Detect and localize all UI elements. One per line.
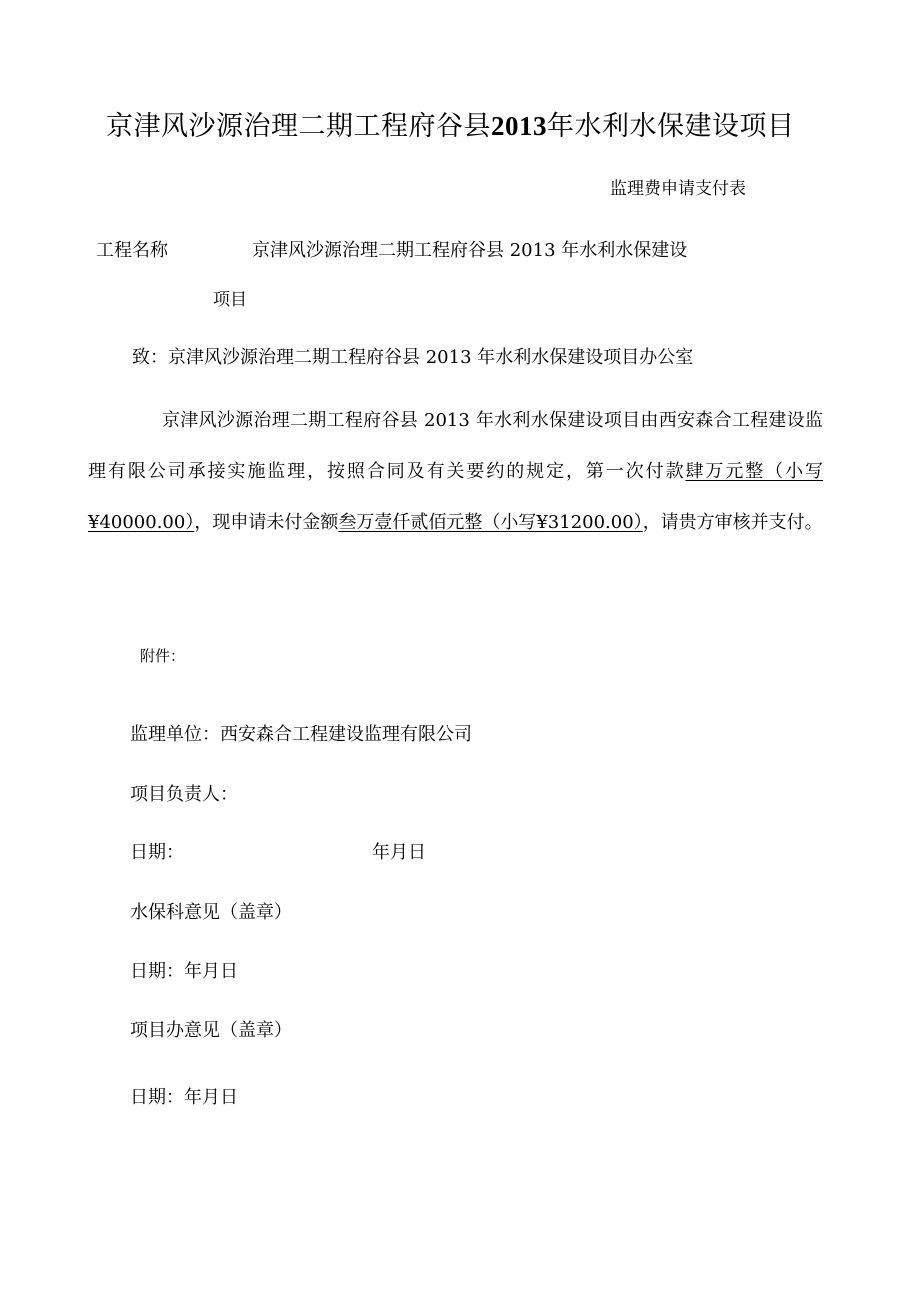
first-payment-amount: 肆万元整（小写¥40000.00） (88, 461, 823, 533)
project-name-value: 京津风沙源治理二期工程府谷县 2013 年水利水保建设 (252, 240, 688, 261)
date1-label: 日期： (130, 842, 184, 863)
document-title: 京津风沙源治理二期工程府谷县2013年水利水保建设项目 (106, 111, 795, 142)
requested-amount: 叁万壹仟贰佰元整（小写¥31200.00） (338, 512, 643, 533)
addressee-line: 致：京津风沙源治理二期工程府谷县 2013 年水利水保建设项目办公室 (132, 347, 694, 368)
project-leader-label: 项目负责人： (130, 784, 238, 805)
date1-value: 年月日 (372, 842, 426, 863)
project-name-label: 工程名称 (96, 240, 168, 261)
project-office-opinion: 项目办意见（盖章） (130, 1020, 292, 1041)
title-year: 2013 (491, 111, 547, 141)
date2: 日期：年月日 (130, 961, 238, 982)
supervisor-unit: 监理单位：西安森合工程建设监理有限公司 (130, 724, 472, 745)
request-paragraph: 京津风沙源治理二期工程府谷县 2013 年水利水保建设项目由西安森合工程建设监理有限公司承接实施监理，按照合同及有关要约的规定，第一次付款肆万元整（小写¥40000.00），现申请未付金额叁万壹仟贰佰元整（小写¥31200.00），请贵方审核并支付。 (88, 410, 823, 533)
soil-dept-opinion: 水保科意见（盖章） (130, 902, 292, 923)
date3: 日期：年月日 (130, 1087, 238, 1108)
attachment-label: 附件： (140, 647, 186, 665)
document-subtitle: 监理费申请支付表 (610, 179, 746, 199)
project-name-value-continued: 项目 (213, 290, 247, 310)
